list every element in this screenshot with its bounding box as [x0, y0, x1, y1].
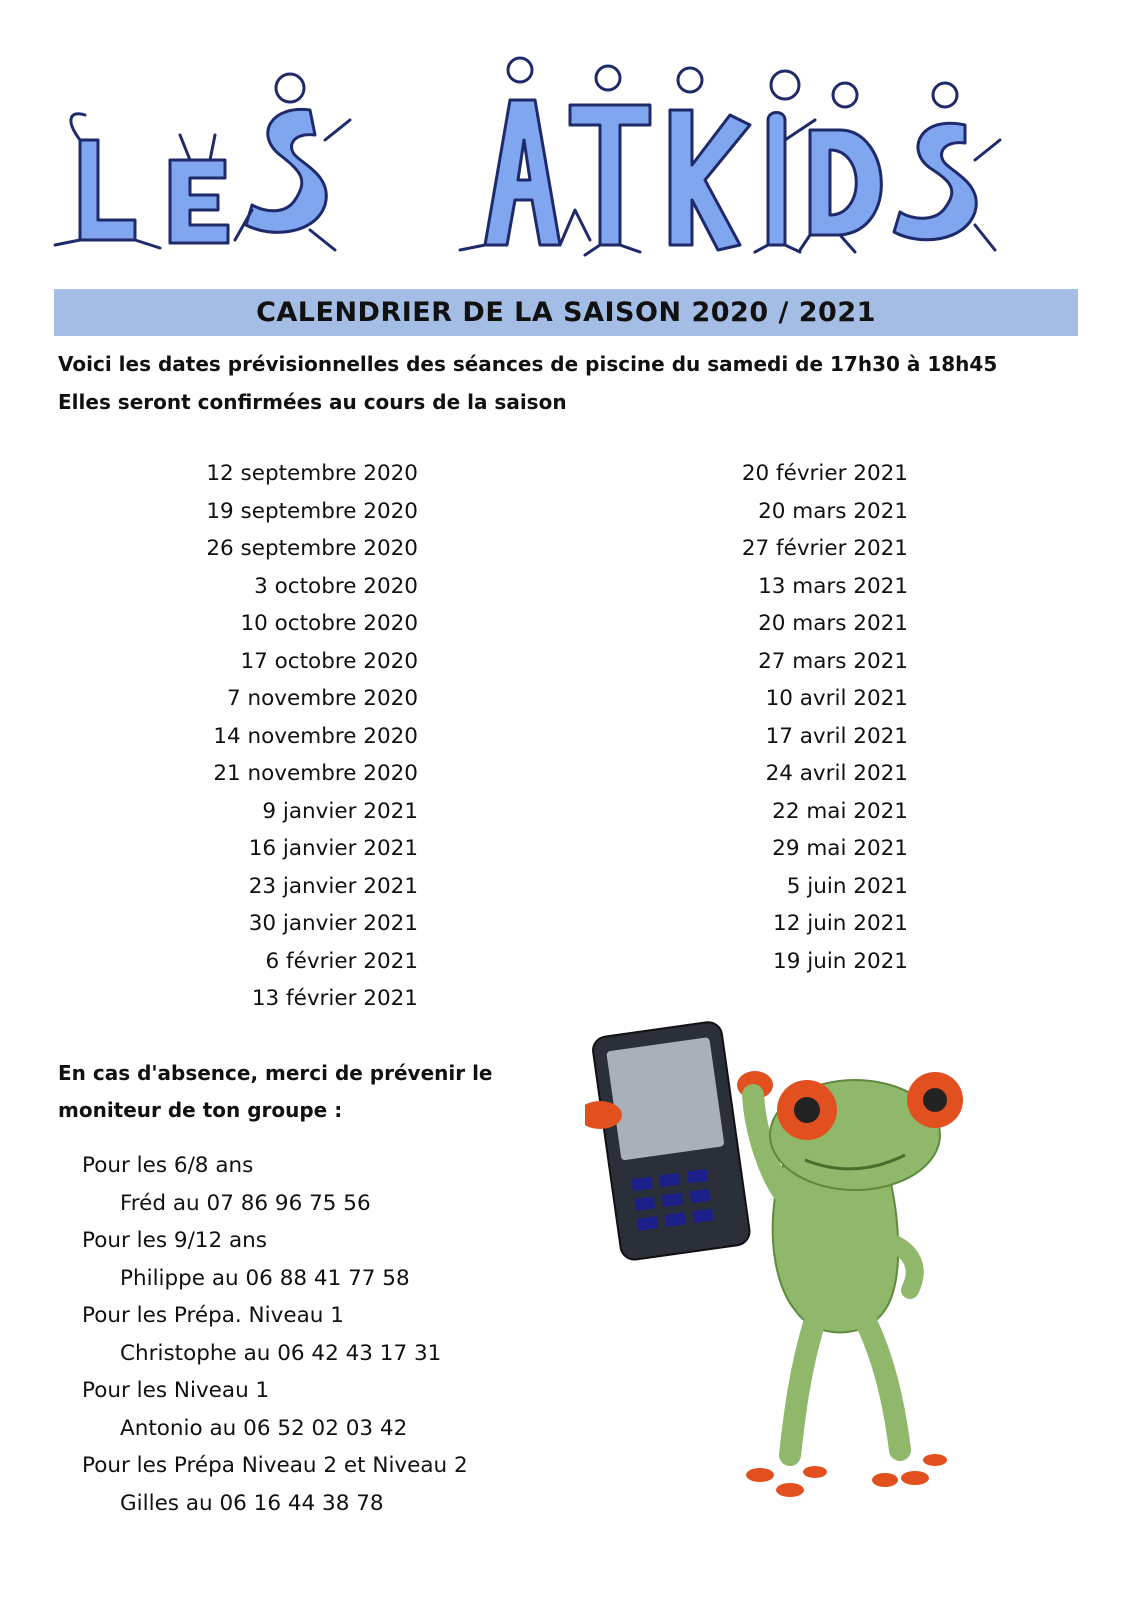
- dates-column-1: [150, 455, 418, 1018]
- frog-with-phone-illustration: [585, 1010, 1005, 1510]
- session-date: 17 octobre 2020: [240, 648, 418, 674]
- session-date: 6 février 2021: [265, 948, 418, 974]
- session-date: 13 février 2021: [251, 986, 418, 1011]
- title-band: [54, 289, 1078, 336]
- session-date: 9 janvier 2021: [262, 798, 418, 824]
- session-date: 10 avril 2021: [765, 686, 908, 711]
- session-date: 29 mai 2021: [772, 836, 908, 861]
- session-date: 19 septembre 2020: [206, 498, 418, 524]
- intro-line-1: Voici les dates prévisionnelles des séances de piscine du samedi de 17h30 à 18h45: [58, 352, 998, 376]
- session-date: 20 mars 2021: [758, 498, 908, 524]
- contact-group: Pour les Prépa Niveau 2 et Niveau 2: [82, 1453, 468, 1478]
- session-date: 3 octobre 2020: [254, 573, 418, 599]
- contact-group: Pour les Niveau 1: [82, 1378, 270, 1403]
- session-date: 12 juin 2021: [773, 911, 908, 936]
- contacts-list: [82, 1147, 468, 1522]
- session-date: 27 février 2021: [741, 536, 908, 561]
- session-date: 16 janvier 2021: [248, 836, 418, 861]
- session-date: 7 novembre 2020: [227, 686, 418, 711]
- session-date: 14 novembre 2020: [213, 723, 418, 749]
- les-atkids-logo: [40, 40, 1040, 265]
- session-date: 24 avril 2021: [765, 761, 908, 786]
- intro-line-2: Elles seront confirmées au cours de la saison: [58, 390, 567, 414]
- session-date: 21 novembre 2020: [213, 761, 418, 786]
- contact-phone: Gilles au 06 16 44 38 78: [120, 1490, 384, 1516]
- session-date: 20 février 2021: [741, 461, 908, 486]
- session-date: 27 mars 2021: [758, 648, 908, 674]
- contact-group: Pour les 9/12 ans: [82, 1228, 268, 1253]
- absence-line-1: En cas d'absence, merci de prévenir le: [58, 1061, 493, 1085]
- page-title: CALENDRIER DE LA SAISON 2020 / 2021: [256, 297, 876, 328]
- session-date: 20 mars 2021: [758, 611, 908, 636]
- session-date: 19 juin 2021: [773, 948, 908, 974]
- session-date: 5 juin 2021: [786, 873, 908, 899]
- contact-phone: Christophe au 06 42 43 17 31: [120, 1340, 442, 1366]
- contact-phone: Antonio au 06 52 02 03 42: [120, 1415, 408, 1441]
- session-date: 26 septembre 2020: [206, 536, 418, 561]
- dates-column-2: [640, 455, 908, 980]
- absence-notice: [58, 1055, 493, 1129]
- session-date: 23 janvier 2021: [248, 873, 418, 899]
- session-date: 30 janvier 2021: [248, 911, 418, 936]
- session-date: 10 octobre 2020: [240, 611, 418, 636]
- session-date: 22 mai 2021: [772, 798, 908, 824]
- contact-phone: Philippe au 06 88 41 77 58: [120, 1265, 410, 1291]
- session-date: 17 avril 2021: [765, 723, 908, 749]
- session-date: 12 septembre 2020: [206, 461, 418, 486]
- absence-line-2: moniteur de ton groupe :: [58, 1098, 343, 1122]
- contact-group: Pour les Prépa. Niveau 1: [82, 1303, 344, 1328]
- contact-group: Pour les 6/8 ans: [82, 1153, 254, 1178]
- contact-phone: Fréd au 07 86 96 75 56: [120, 1190, 371, 1216]
- session-date: 13 mars 2021: [758, 573, 908, 599]
